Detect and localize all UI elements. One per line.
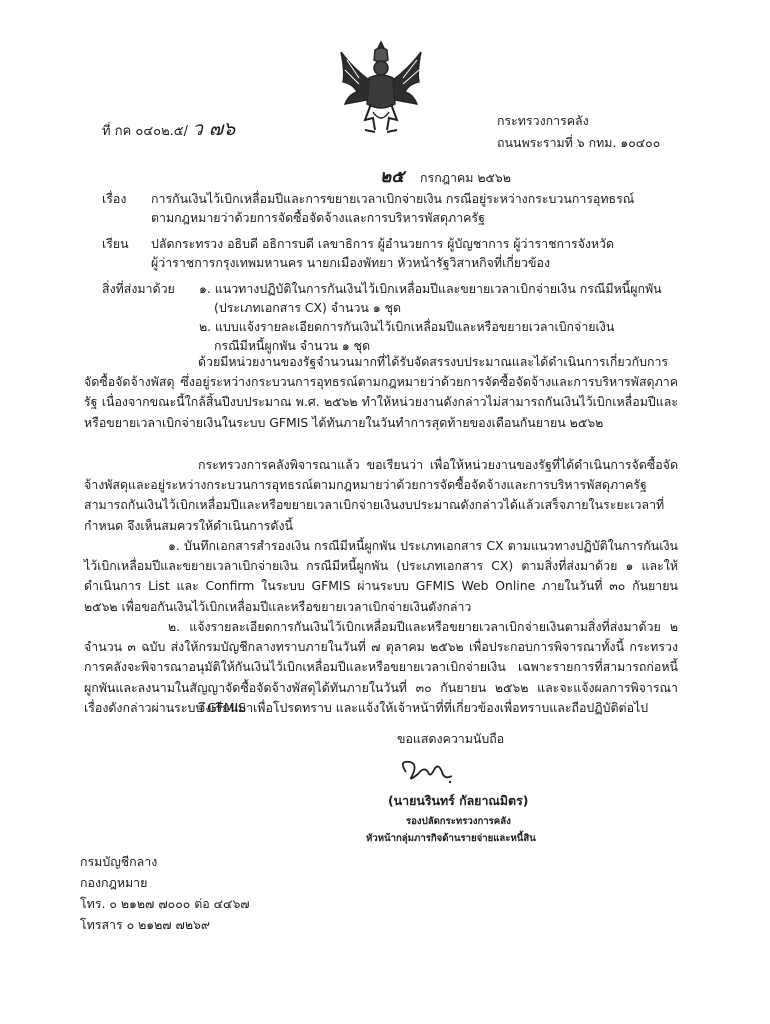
contact-fax: โทรสาร ๐ ๒๑๒๗ ๗๒๖๙	[80, 917, 210, 932]
subject-line-1: การกันเงินไว้เบิกเหลื่อมปีและการขยายเวลาเบิกจ่ายเงิน กรณีอยู่ระหว่างกระบวนการอุทธรณ์	[151, 191, 635, 206]
contact-department: กรมบัญชีกลาง	[80, 854, 158, 869]
signer-title-1: รองปลัดกระทรวงการคลัง	[406, 816, 511, 827]
enclosure-1-line-1: ๑. แนวทางปฏิบัติในการกันเงินไว้เบิกเหลื่อมปีและขยายเวลาเบิกจ่ายเงิน กรณีมีหนี้ผูกพัน	[199, 281, 662, 296]
office-name: กระทรวงการคลัง	[497, 113, 589, 128]
document-number-handwritten: ว ๗๖	[192, 118, 236, 140]
signer-title-2: หัวหน้ากลุ่มภารกิจด้านรายจ่ายและหนี้สิน	[366, 833, 536, 844]
date-month-year: กรกฎาคม ๒๕๖๒	[420, 170, 511, 185]
enclosure-1-line-2: (ประเภทเอกสาร CX) จำนวน ๑ ชุด	[214, 300, 402, 315]
contact-division: กองกฎหมาย	[80, 875, 148, 890]
date-day-handwritten: ๒๕	[380, 167, 405, 187]
closing-text: ขอแสดงความนับถือ	[397, 731, 505, 746]
document-number: ที่ กค ๐๔๐๒.๕/	[102, 124, 189, 139]
enclosure-2-line-1: ๒. แบบแจ้งรายละเอียดการกันเงินไว้เบิกเหลื่อมปีและหรือขยายเวลาเบิกจ่ายเงิน	[199, 319, 615, 334]
body-paragraph-1: ด้วยมีหน่วยงานของรัฐจำนวนมากที่ได้รับจัดสรรงบประมาณและได้ดำเนินการเกี่ยวกับการจัดซื้อจัดจ้างพัสดุ ซึ่งอยู่ระหว่างกระบวนการอุทธรณ์ตามกฎหมายว่าด้วยการจัดซื้อจัดจ้างและการบริหารพัสดุภาครัฐ เนื่องจากขณะนี้ใกล้สิ้นปีงบประมาณ พ.ศ. ๒๕๖๒ ทำให้หน่วยงานดังกล่าวไม่สามารถกันเงินไว้เบิกเหลื่อมปีและหรือขยายเวลาเบิกจ่ายเงินในระบบ GFMIS ได้ทันภายในวันทำการสุดท้ายของเดือนกันยายน ๒๕๖๒	[84, 354, 678, 430]
enclosure-2-line-2: กรณีมีหนี้ผูกพัน จำนวน ๑ ชุด	[214, 338, 371, 353]
body-paragraph-2: กระทรวงการคลังพิจารณาแล้ว ขอเรียนว่า เพื่อให้หน่วยงานของรัฐที่ได้ดำเนินการจัดซื้อจัดจ้างพัสดุและอยู่ระหว่างกระบวนการอุทธรณ์ตามกฎหมายว่าด้วยการจัดซื้อจัดจ้างและการบริหารพัสดุภาครัฐ สามารถกันเงินไว้เบิกเหลื่อมปีและหรือขยายเวลาเบิกจ่ายเงินงบประมาณดังกล่าวได้แล้วเสร็จภายในระยะเวลาที่กำหนด จึงเห็นสมควรให้ดำเนินการดังนี้	[84, 457, 678, 533]
subject-line-2: ตามกฎหมายว่าด้วยการจัดซื้อจัดจ้างและการบริหารพัสดุภาครัฐ	[151, 210, 485, 225]
signature-icon	[372, 750, 472, 790]
body-paragraph-5: จึงเรียนมาเพื่อโปรดทราบ และแจ้งให้เจ้าหน้าที่ที่เกี่ยวข้องเพื่อทราบและถือปฏิบัติต่อไป	[198, 700, 649, 715]
recipient-line-2: ผู้ว่าราชการกรุงเทพมหานคร นายกเมืองพัทยา หัวหน้ารัฐวิสาหกิจที่เกี่ยวข้อง	[151, 255, 551, 270]
garuda-emblem-icon	[335, 38, 427, 136]
contact-telephone: โทร. ๐ ๒๑๒๗ ๗๐๐๐ ต่อ ๔๔๖๗	[80, 896, 250, 911]
signer-name: (นายนรินทร์ กัลยาณมิตร)	[388, 793, 529, 808]
subject-label: เรื่อง	[102, 191, 127, 206]
enclosures-label: สิ่งที่ส่งมาด้วย	[102, 281, 175, 296]
body-paragraph-3: ๑. บันทึกเอกสารสำรองเงิน กรณีมีหนี้ผูกพัน ประเภทเอกสาร CX ตามแนวทางปฏิบัติในการกันเงินไว้เบิกเหลื่อมปีและขยายเวลาเบิกจ่ายเงิน กรณีมีหนี้ผูกพัน (ประเภทเอกสาร CX) ตามสิ่งที่ส่งมาด้วย ๑ และให้ดำเนินการ List และ Confirm ในระบบ GFMIS ผ่านระบบ GFMIS Web Online ภายในวันที่ ๓๐ กันยายน ๒๕๖๒ เพื่อขอกันเงินไว้เบิกเหลื่อมปีและหรือขยายเวลาเบิกจ่ายเงินดังกล่าว	[84, 538, 678, 614]
recipient-label: เรียน	[102, 236, 129, 251]
recipient-line-1: ปลัดกระทรวง อธิบดี อธิการบดี เลขาธิการ ผู้อำนวยการ ผู้บัญชาการ ผู้ว่าราชการจังหวัด	[151, 236, 615, 251]
body-paragraph-4: ๒. แจ้งรายละเอียดการกันเงินไว้เบิกเหลื่อมปีและหรือขยายเวลาเบิกจ่ายเงินตามสิ่งที่ส่งมาด้วย ๒ จำนวน ๓ ฉบับ ส่งให้กรมบัญชีกลางทราบภายในวันที่ ๗ ตุลาคม ๒๕๖๒ เพื่อประกอบการพิจารณาทั้งนี้ กระทรวงการคลังจะพิจารณาอนุมัติให้กันเงินไว้เบิกเหลื่อมปีและหรือขยายเวลาเบิกจ่ายเงิน เฉพาะรายการที่สามารถก่อหนี้ผูกพันและลงนามในสัญญาจัดซื้อจัดจ้างพัสดุได้ทันภายในวันที่ ๓๐ กันยายน ๒๕๖๒ และจะแจ้งผลการพิจารณาเรื่องดังกล่าวผ่านระบบ GFMIS	[84, 619, 678, 715]
office-address: ถนนพระรามที่ ๖ กทม. ๑๐๔๐๐	[497, 135, 661, 150]
